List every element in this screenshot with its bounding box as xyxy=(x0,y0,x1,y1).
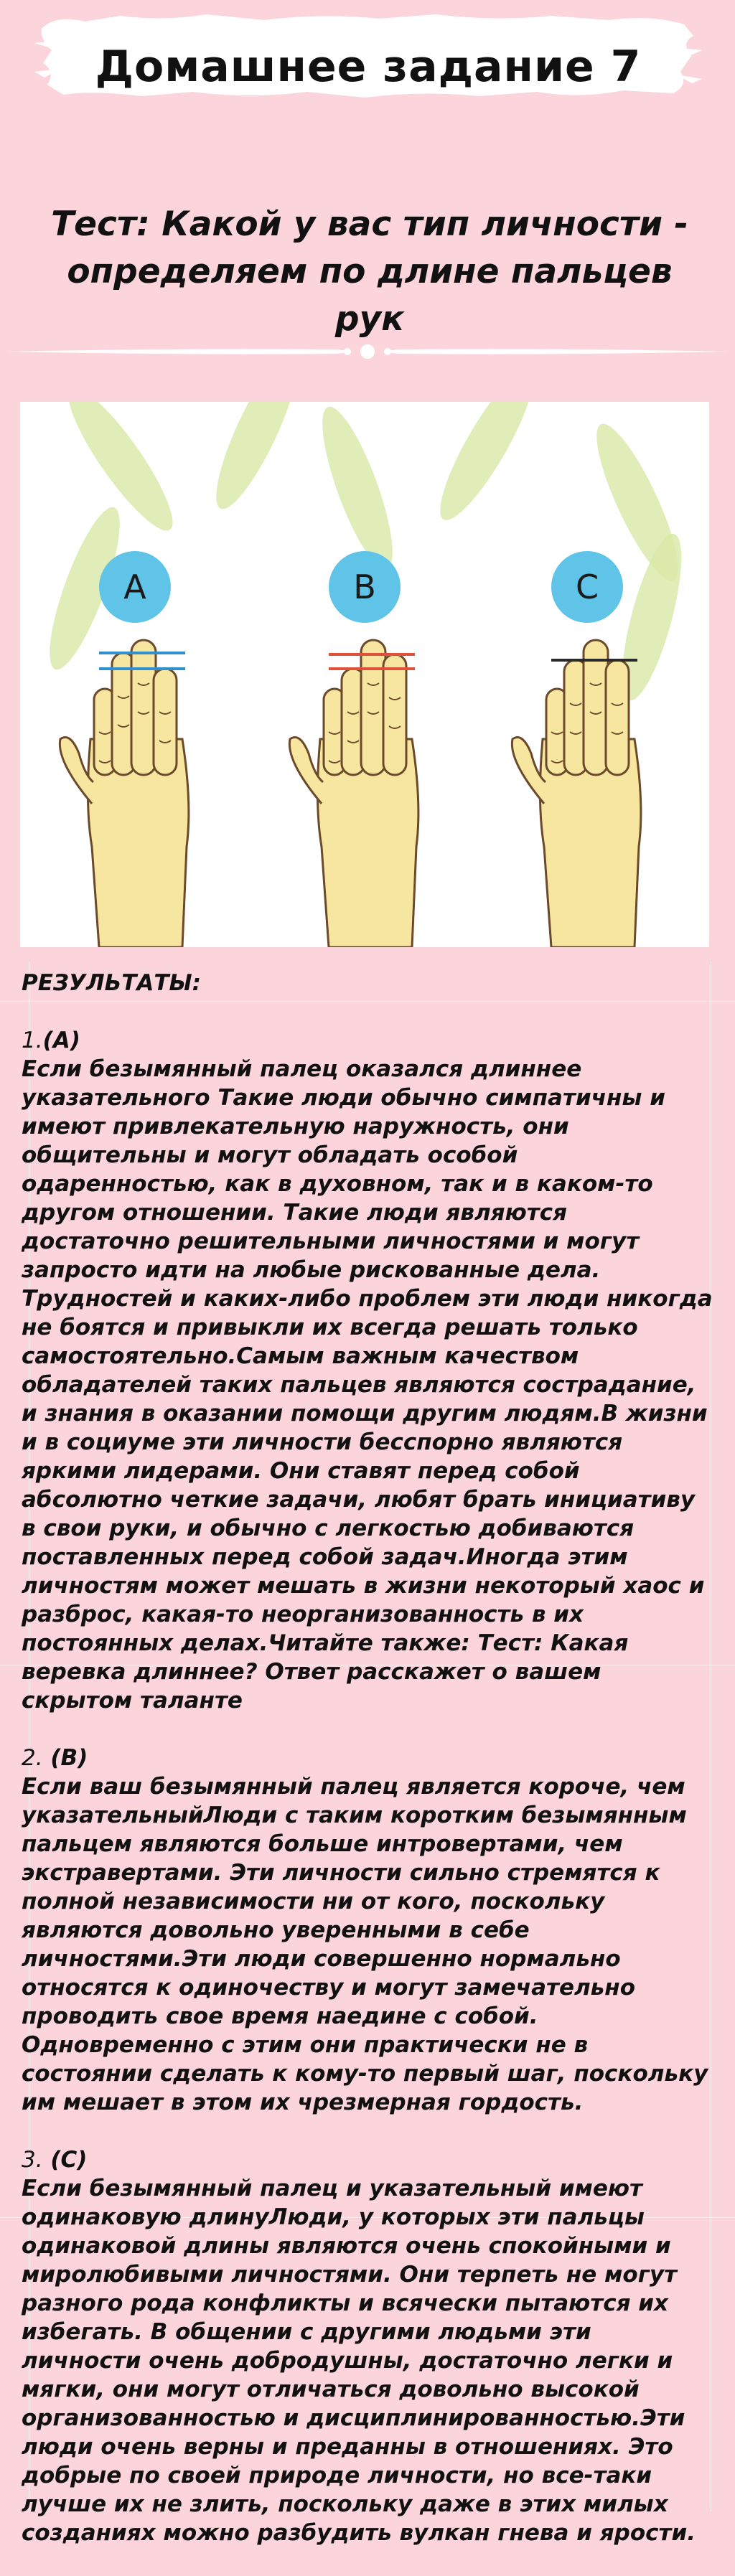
hand-label: B xyxy=(353,568,376,606)
hand-figure-c xyxy=(512,551,641,947)
hands-illustration xyxy=(20,402,709,947)
results-block xyxy=(22,969,715,2576)
results-heading: РЕЗУЛЬТАТЫ: xyxy=(22,970,201,996)
result-section-text: Если безымянный палец и указательный имеют одинаковую длинуЛюди, у которых эти пальцы одинаковой длины являются очень спокойными и миролюбивыми личностями. Они терпеть не могут разного рода конфликты и всячески пытаются их избегать. В общении с другими людьми эти личности очень добродушны, достаточно легки и мягки, они могут отличаться довольно высокой организованностью и дисциплинированностью.Эти люди очень верны и преданны в отношениях. Это добрые по своей природе личности, но все-таки лучше их не злить, поскольку даже в этих милых созданиях можно разбудить вулкан гнева и ярости. xyxy=(22,2176,696,2546)
hand-figure-b xyxy=(289,551,418,947)
section-letter: (С) xyxy=(50,2147,88,2173)
finger xyxy=(154,669,177,775)
result-section-heading xyxy=(22,2145,715,2174)
section-number: 3. xyxy=(22,2147,43,2173)
finger xyxy=(383,654,406,775)
section-letter: (В) xyxy=(50,1745,88,1771)
section-number: 1. xyxy=(22,1028,43,1053)
test-subtitle: Тест: Какой у вас тип личности - определяем по длине пальцев рук xyxy=(51,205,688,339)
result-section-c xyxy=(22,2145,715,2547)
hands-svg xyxy=(20,402,709,947)
title-banner xyxy=(34,0,702,108)
result-section-b xyxy=(22,1744,715,2117)
hand-label: C xyxy=(575,568,599,606)
section-number: 2. xyxy=(22,1745,43,1771)
result-section-heading xyxy=(22,1026,715,1055)
finger xyxy=(606,660,629,775)
result-section-a xyxy=(22,1026,715,1715)
hand-label: A xyxy=(123,568,146,606)
section-letter: (А) xyxy=(42,1028,80,1053)
finger xyxy=(131,640,156,775)
page-title: Домашнее задание 7 xyxy=(95,42,642,92)
result-section-heading xyxy=(22,1744,715,1772)
finger xyxy=(361,640,385,775)
result-section-text: Если ваш безымянный палец является короче, чем указательныйЛюди с таким коротким безымянным пальцем являются больше интровертами, чем экстравертами. Эти личности сильно стремятся к полной независимости ни от кого, поскольку являются довольно уверенными в себе личностями.Эти люди совершенно нормально относятся к одиночеству и могут замечательно проводить свое время наедине с собой. Одновременно с этим они практически не в состоянии сделать к кому-то первый шаг, поскольку им мешает в этом их чрезмерная гордость. xyxy=(22,1774,708,2115)
ornamental-divider xyxy=(0,341,735,362)
result-section-text: Если безымянный палец оказался длиннее указательного Такие люди обычно симпатичны и имеют привлекательную наружность, они общительны и могут обладать особой одаренностью, как в духовном, так и в каком-то другом отношении. Такие люди являются достаточно решительными личностями и могут запросто идти на любые рискованные дела. Трудностей и каких-либо проблем эти люди никогда не боятся и привыкли их всегда решать только самостоятельно.Самым важным качеством обладателей таких пальцев являются сострадание, и знания в оказании помощи другим людям.В жизни и в социуме эти личности бесспорно являются яркими лидерами. Они ставят перед собой абсолютно четкие задачи, любят брать инициативу в свои руки, и обычно с легкостью добиваются поставленных перед собой задач.Иногда этим личностям может мешать в жизни некоторый хаос и разброс, какая-то неорганизованность в их постоянных делах.Читайте также: Тест: Какая веревка длиннее? Ответ расскажет о вашем скрытом таланте xyxy=(22,1056,713,1714)
